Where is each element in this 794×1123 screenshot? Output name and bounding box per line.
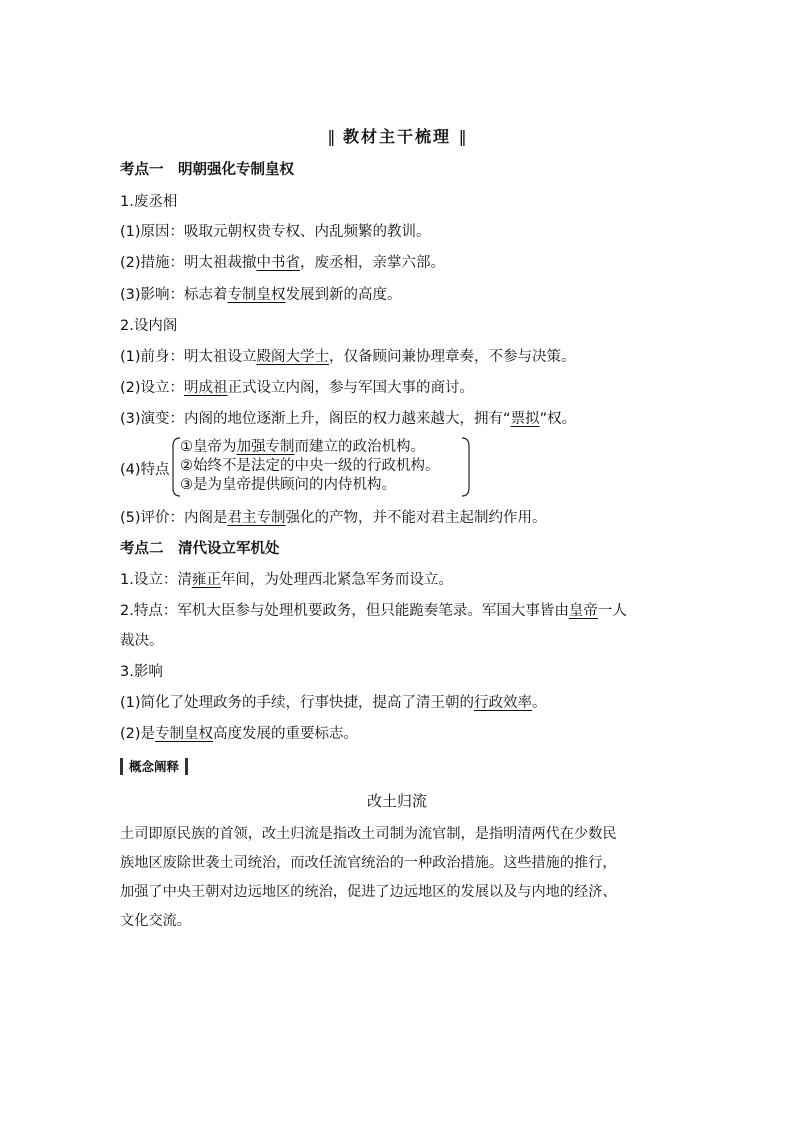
underlined-keyword: 君主专制: [227, 510, 286, 526]
concept-line: 族地区废除世袭土司统治，而改任流官统治的一种政治措施。这些措施的推行，: [120, 855, 617, 871]
text: ”权。: [539, 411, 577, 427]
title-right-bars: ‖: [458, 127, 467, 146]
underlined-keyword: 雍正: [191, 572, 221, 588]
text: (3)影响：标志着: [120, 287, 228, 303]
text: 而建立的政治机构。: [294, 439, 425, 455]
underlined-keyword: 皇帝: [568, 603, 598, 619]
feature-item-3: ③是为皇帝提供顾问的内侍机构。: [180, 477, 396, 493]
concept-title: 改土归流: [366, 792, 427, 810]
text: (1)原因：吸取元朝权贵专权、内乱频繁的教训。: [120, 224, 431, 240]
paragraph-jjc-feature-cont: 裁决。: [120, 633, 164, 649]
text: 。: [532, 695, 547, 711]
underlined-keyword: 加强专制: [236, 439, 295, 455]
text: 高度发展的重要标志。: [213, 726, 359, 742]
text: (2)是: [120, 726, 156, 742]
text: (5)评价：内阁是: [120, 510, 228, 526]
paragraph-jjc-feature: [120, 601, 627, 621]
paragraph-establish: [120, 378, 474, 398]
underlined-keyword: 专制皇权: [227, 287, 286, 303]
text: 发展到新的高度。: [285, 287, 402, 303]
underlined-keyword: 票拟: [510, 411, 540, 427]
text: 年间，为处理西北紧急军务而设立。: [220, 572, 453, 588]
features-bracket-group: [172, 436, 470, 498]
text: (1)前身：明太祖设立: [120, 349, 257, 365]
kaodian1-sub2: 2.设内阁: [120, 318, 178, 334]
text: ①皇帝为: [180, 439, 237, 455]
text: 一人: [597, 603, 627, 619]
underlined-keyword: 明成祖: [184, 380, 228, 396]
text: 强化的产物，并不能对君主起制约作用。: [285, 510, 547, 526]
title-left-bars: ‖: [327, 127, 336, 146]
paragraph-jjc-establish: [120, 570, 453, 590]
text: (1)简化了处理政务的手续，行事快捷，提高了清王朝的: [120, 695, 475, 711]
underlined-keyword: 专制皇权: [155, 726, 214, 742]
paragraph-evaluation: [120, 508, 547, 528]
text: (2)设立：: [120, 380, 185, 396]
features-label: (4)特点: [120, 462, 170, 478]
text: 正式设立内阁，参与军国大事的商讨。: [227, 380, 475, 396]
concept-line: 文化交流。: [120, 913, 191, 929]
kaodian1-sub1: 1.废丞相: [120, 194, 178, 210]
section-title: [0, 124, 794, 147]
underlined-keyword: 殿阁大学士: [256, 349, 330, 365]
kaodian2-sub3: 3.影响: [120, 664, 163, 680]
underlined-keyword: 行政效率: [474, 695, 533, 711]
feature-item-2: ②始终不是法定的中央一级的行政机构。: [180, 458, 440, 474]
paragraph-jjc-influence-2: [120, 724, 358, 744]
concept-tag: 概念阐释: [120, 758, 188, 775]
kaodian1-title: 考点一 明朝强化专制皇权: [120, 162, 294, 178]
concept-line: 土司即原民族的首领，改土归流是指改土司制为流官制，是指明清两代在少数民: [120, 826, 617, 842]
paragraph-reason: [120, 222, 431, 242]
underlined-keyword: 中书省: [256, 255, 301, 271]
text: (2)措施：明太祖裁撤: [120, 255, 257, 271]
paragraph-evolution: [120, 409, 576, 429]
text: 1.设立：清: [120, 572, 192, 588]
feature-item-1: [180, 438, 425, 456]
paragraph-influence: [120, 285, 402, 305]
paragraph-measure: [120, 253, 445, 273]
text: (3)演变：内阁的地位逐渐上升，阁臣的权力越来越大，拥有“: [120, 411, 511, 427]
concept-body: [120, 820, 680, 936]
title-text: 教材主干梳理: [342, 127, 451, 146]
text: ，仅备顾问兼协理章奏，不参与决策。: [329, 349, 576, 365]
text: 2.特点：军机大臣参与处理机要政务，但只能跪奏笔录。军国大事皆由: [120, 603, 569, 619]
paragraph-jjc-influence-1: [120, 693, 547, 713]
kaodian2-title: 考点二 清代设立军机处: [120, 541, 280, 557]
concept-line: 加强了中央王朝对边远地区的统治，促进了边远地区的发展以及与内地的经济、: [120, 884, 617, 900]
paragraph-predecessor: [120, 347, 576, 367]
text: ，废丞相，亲掌六部。: [300, 255, 446, 271]
